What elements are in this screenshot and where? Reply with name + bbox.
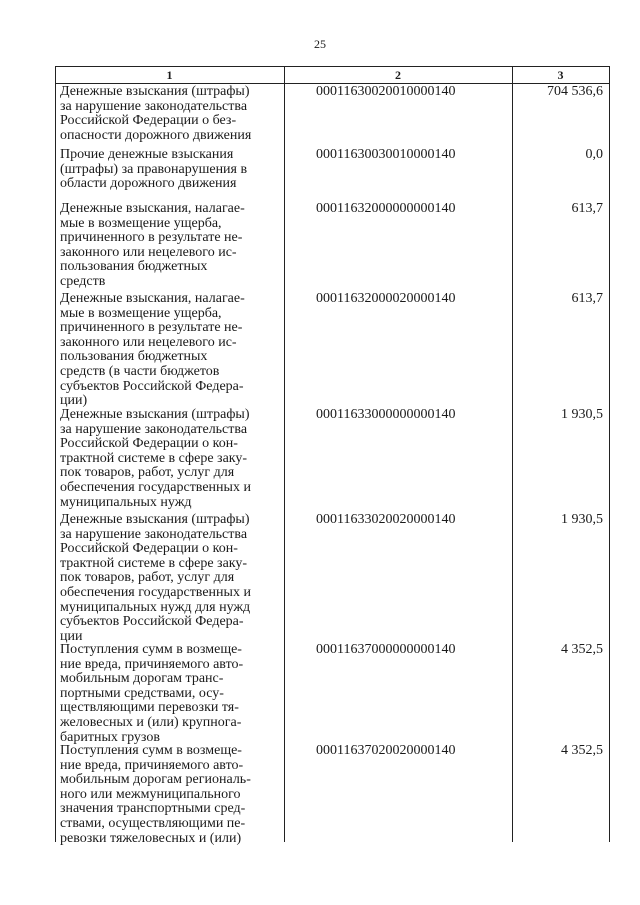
row-name: Прочие денежные взыскания (штрафы) за правонарушения в области дорожного движения [60,147,248,192]
row-amount: 4 352,5 [561,642,603,657]
column-divider-1 [284,66,285,842]
row-name: Денежные взыскания, налагае- мые в возмещение ущерба, причиненного в результате не- законного или нецелевого ис- пользования бюджетных средств [60,201,245,289]
row-amount: 704 536,6 [547,84,603,99]
column-divider-2 [512,66,513,842]
row-code: 00011630020010000140 [316,84,456,99]
column-header-name: 1 [166,68,173,82]
column-header-amount: 3 [557,68,564,82]
row-code: 00011632000000000140 [316,201,456,216]
row-amount: 613,7 [571,201,603,216]
row-amount: 1 930,5 [561,512,603,527]
row-code: 00011637000000000140 [316,642,456,657]
table-top-border [55,66,610,67]
row-name: Денежные взыскания, налагае- мые в возмещение ущерба, причиненного в результате не- законного или нецелевого ис- пользования бюджетных средств (в части бюджетов субъектов Российской Федера- ции) [60,291,245,409]
row-name: Денежные взыскания (штрафы) за нарушение законодательства Российской Федерации о кон- трактной системе в сфере заку- пок товаров, работ, услуг для обеспечения государственных и муниципальных нужд для нужд субъектов Российской Федера- ции [60,512,251,644]
page-number: 25 [314,37,326,51]
revenue-table [55,66,610,846]
row-amount: 4 352,5 [561,743,603,758]
table-right-border [609,66,610,842]
row-code: 00011633000000000140 [316,407,456,422]
column-header-code: 2 [395,68,401,82]
row-code: 00011632000020000140 [316,291,456,306]
row-amount: 0,0 [585,147,603,162]
row-code: 00011630030010000140 [316,147,456,162]
row-name: Денежные взыскания (штрафы) за нарушение законодательства Российской Федерации о кон- трактной системе в сфере заку- пок товаров, работ, услуг для обеспечения государственных и муниципальных нужд [60,407,251,510]
row-amount: 613,7 [571,291,603,306]
row-amount: 1 930,5 [561,407,603,422]
row-name: Денежные взыскания (штрафы) за нарушение законодательства Российской Федерации о без- опасности дорожного движения [60,84,252,143]
row-code: 00011633020020000140 [316,512,456,527]
table-left-border [55,66,56,842]
row-name: Поступления сумм в возмеще- ние вреда, причиняемого авто- мобильным дорогам транс- портными средствами, осу- ществляющими перевозки тя- желовесных и (или) крупнога- баритных грузов [60,642,244,745]
row-name: Поступления сумм в возмеще- ние вреда, причиняемого авто- мобильным дорогам региональ- ного или межмуниципального значения транспортными сред- ствами, осуществляющими пе- ревозки тяжеловесных и (или) [60,743,251,846]
row-code: 00011637020020000140 [316,743,456,758]
